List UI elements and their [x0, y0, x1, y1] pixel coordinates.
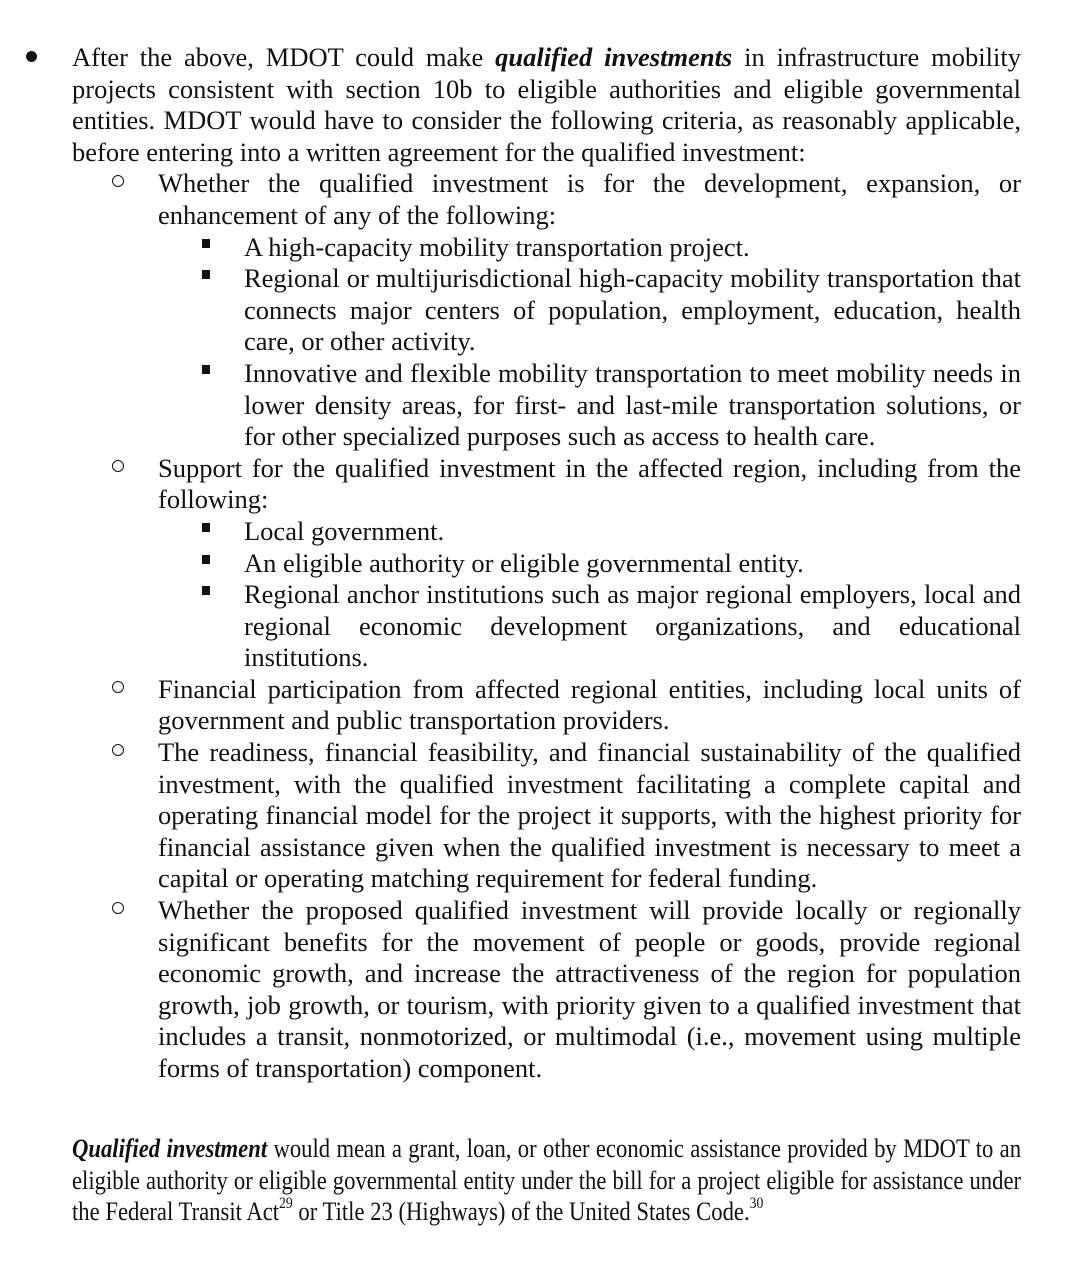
criteria-item — [158, 674, 1021, 737]
footnote-ref-29[interactable]: 29 — [279, 1195, 293, 1213]
sub-criteria-text: Regional or multijurisdictional high-capacity mobility transportation that connects major centers of population, employment, education, health care, or other activity. — [244, 263, 1021, 357]
main-bullet-item — [72, 42, 1021, 1085]
sub-criteria-list — [158, 516, 1021, 674]
definition-paragraph — [72, 1133, 1021, 1228]
criteria-text: Support for the qualified investment in the affected region, including from the following: — [158, 452, 1021, 515]
criteria-text: Financial participation from affected regional entities, including local units of government and public transportation providers. — [158, 673, 1021, 736]
footnote-ref-30[interactable]: 30 — [749, 1195, 764, 1213]
sub-criteria-list — [158, 232, 1021, 453]
bullet-dot-icon — [26, 42, 37, 74]
main-bullet-list — [0, 42, 1079, 1085]
square-bullet-icon — [202, 579, 210, 611]
ring-bullet-icon — [112, 894, 124, 926]
square-bullet-icon — [202, 548, 210, 580]
ring-bullet-icon — [112, 673, 124, 705]
bullet-text-before: After the above, MDOT could make — [72, 42, 496, 72]
sub-criteria-item — [244, 358, 1021, 453]
definition-term: Qualified investment — [72, 1133, 268, 1163]
criteria-item — [158, 453, 1021, 674]
sub-criteria-item — [244, 263, 1021, 358]
square-bullet-icon — [202, 263, 210, 295]
definition-text-2: or Title 23 (Highways) of the United States Code. — [292, 1196, 750, 1227]
square-bullet-icon — [202, 516, 210, 548]
sub-criteria-item — [244, 516, 1021, 548]
definition-text-block — [72, 1133, 1021, 1228]
ring-bullet-icon — [112, 736, 124, 768]
sub-criteria-text: Innovative and flexible mobility transportation to meet mobility needs in lower density areas, for first- and last-mile transportation solutions, or for other specialized purposes such as access to health care. — [244, 357, 1021, 452]
ring-bullet-icon — [112, 452, 124, 484]
criteria-item — [158, 737, 1021, 895]
sub-criteria-item — [244, 548, 1021, 580]
sub-criteria-item — [244, 579, 1021, 674]
criteria-text: Whether the proposed qualified investment will provide locally or regionally significant benefits for the movement of people or goods, provide regional economic growth, and increase the attractiveness of the region for population growth, job growth, or tourism, with priority given to a qualified investment that includes a transit, nonmotorized, or multimodal (i.e., movement using multiple forms of transportation) component. — [158, 895, 1021, 1083]
criteria-item — [158, 168, 1021, 452]
bullet-emphasis: qualified investments — [495, 42, 733, 72]
sub-criteria-text: Local government. — [244, 515, 445, 546]
square-bullet-icon — [202, 358, 210, 390]
bullet-text-after: in infrastructure mobility projects consistent with section 10b to eligible authorities and eligible governmental entities. MDOT would have to consider the following criteria, as reasonably applicable, before entering into a written agreement for the qualified investment: — [72, 42, 1021, 167]
ring-bullet-icon — [112, 167, 124, 199]
criteria-text: Whether the qualified investment is for the development, expansion, or enhancement of any of the following: — [158, 168, 1021, 230]
criteria-item — [158, 895, 1021, 1085]
criteria-text: The readiness, financial feasibility, and financial sustainability of the qualified investment, with the qualified investment facilitating a complete capital and operating financial model for the project it supports, with the highest priority for financial assistance given when the qualified investment is necessary to meet a capital or operating matching requirement for federal funding. — [158, 737, 1021, 894]
criteria-list — [72, 168, 1021, 1084]
square-bullet-icon — [202, 232, 210, 264]
document-page — [0, 42, 1079, 1085]
sub-criteria-text: Regional anchor institutions such as major regional employers, local and regional economic development organizations, and educational institutions. — [244, 579, 1021, 673]
definition-text-1: would mean a grant, loan, or other economic assistance provided by MDOT to an eligible authority or eligible governmental entity under the bill for a project eligible for assistance under the Federal Transit Act — [72, 1133, 1022, 1227]
sub-criteria-item — [244, 232, 1021, 264]
sub-criteria-text: A high-capacity mobility transportation project. — [244, 231, 750, 262]
sub-criteria-text: An eligible authority or eligible governmental entity. — [244, 547, 804, 578]
